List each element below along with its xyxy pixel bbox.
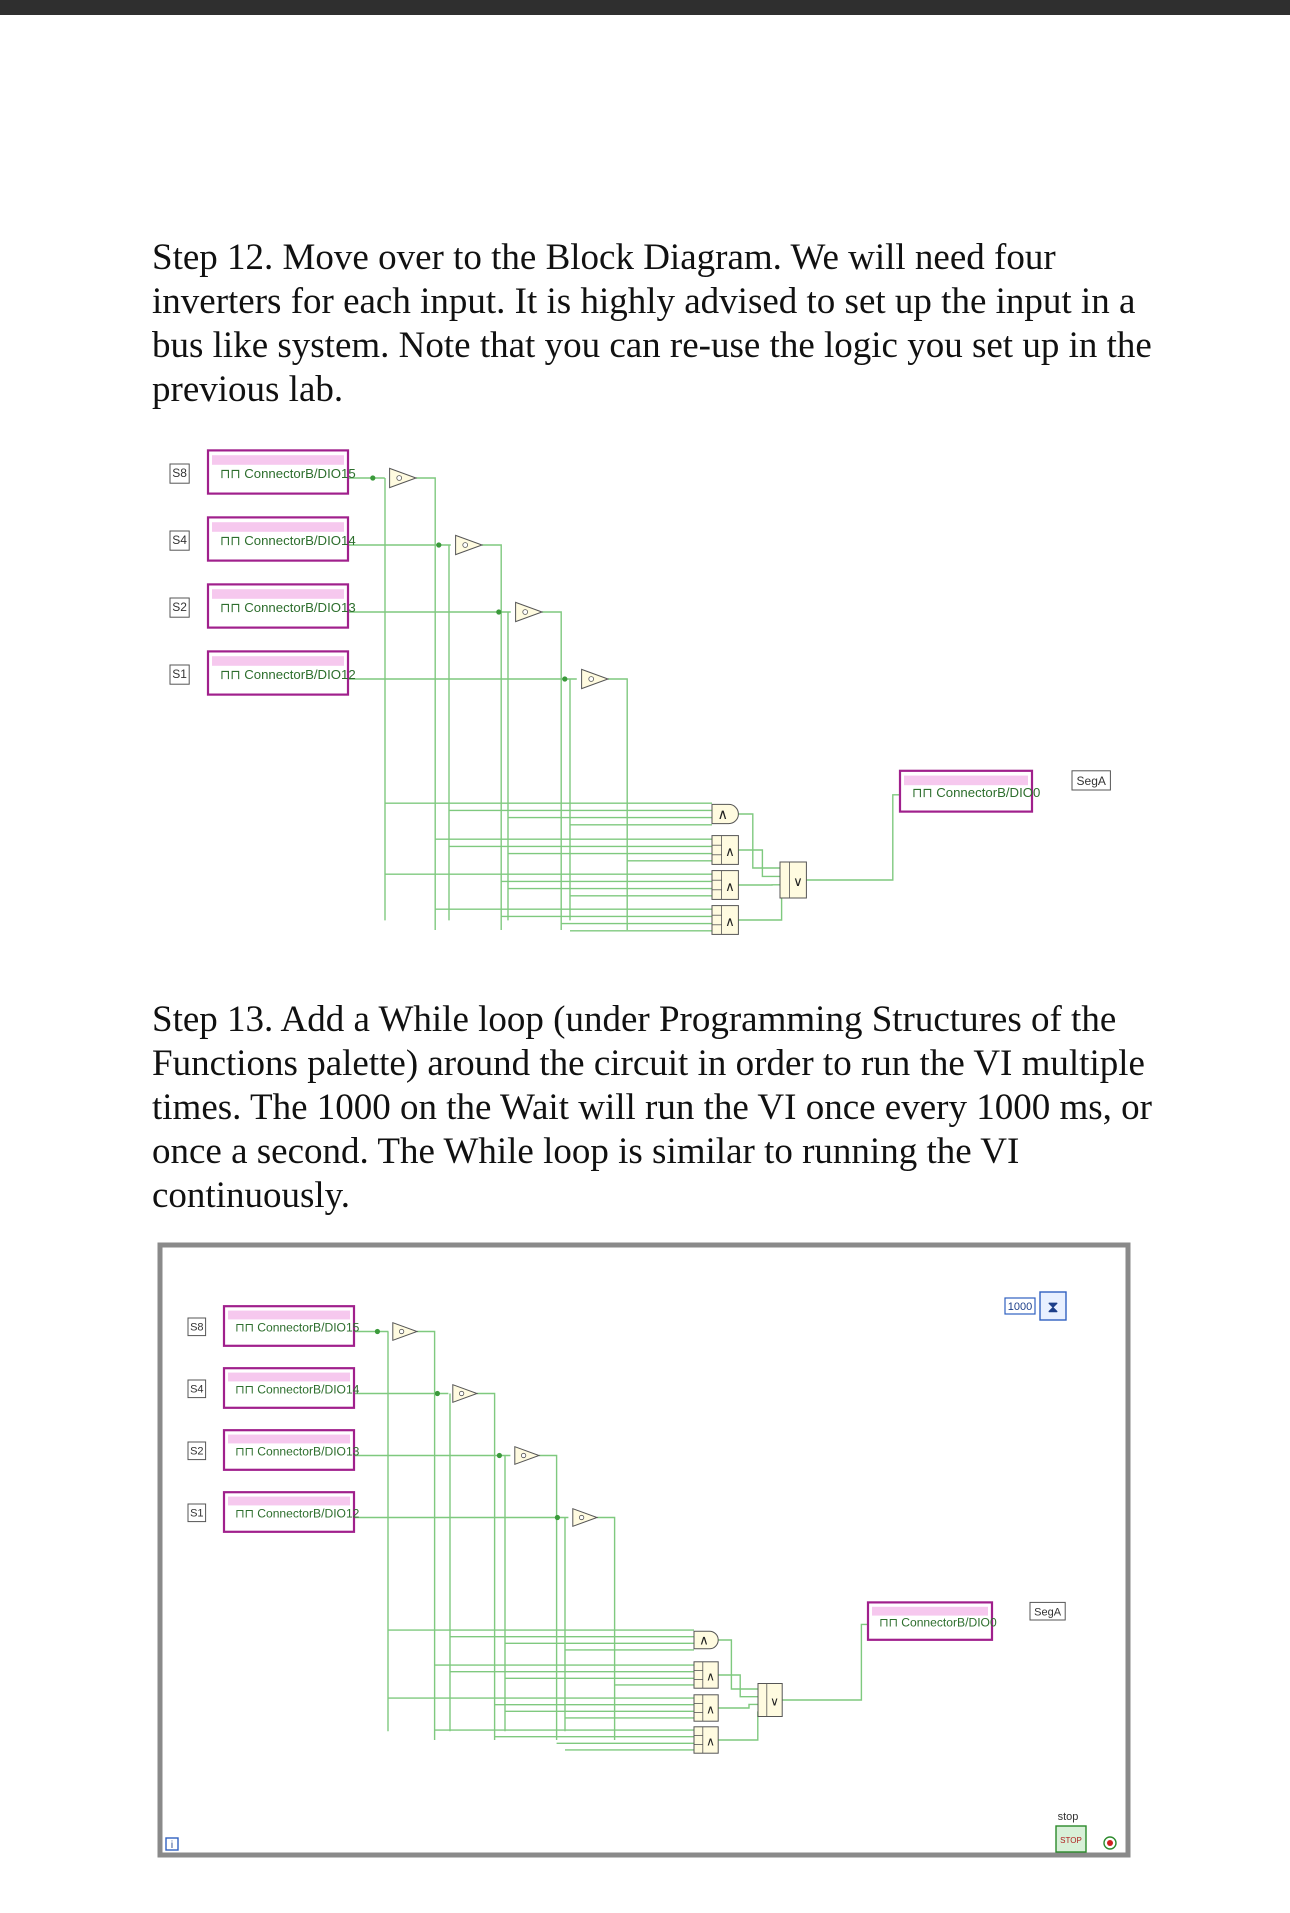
- inverted-wire: [608, 679, 627, 930]
- inverted-wire: [416, 478, 435, 930]
- and-gate-symbol: ∧: [706, 1702, 715, 1717]
- inverted-wire: [482, 545, 501, 930]
- output-channel-label: ⊓⊓ ConnectorB/DIO0: [912, 785, 1041, 801]
- step-13-paragraph: Step 13. Add a While loop (under Programming Structures of the Functions palette) around the circuit in order to run the VI multiple times. The 1000 on the Wait will run the VI once every 1000 ms, or once a second. The While loop is similar to running the VI continuously.: [152, 999, 1152, 1216]
- wire-junction: [496, 609, 501, 614]
- inverter-bubble: [589, 677, 594, 682]
- or-input-wire: [738, 893, 781, 920]
- and-gate-symbol: ∧: [706, 1669, 715, 1684]
- output-channel-label: ⊓⊓ ConnectorB/DIO0: [879, 1615, 997, 1630]
- inverter-gate: [390, 468, 416, 487]
- or-input-wire: [738, 850, 780, 876]
- iteration-label: i: [170, 1840, 174, 1851]
- wait-value: 1000: [1007, 1301, 1033, 1313]
- sega-label: SegA: [1076, 774, 1106, 789]
- and-gate-symbol: ∧: [706, 1734, 715, 1749]
- inverter-bubble: [397, 476, 402, 481]
- wire-junction: [370, 475, 375, 480]
- switch-label: S1: [190, 1507, 204, 1520]
- daq-task-header: [228, 1311, 350, 1320]
- daq-task-header: [212, 589, 344, 599]
- inverter-bubble: [459, 1391, 463, 1395]
- and-gate-symbol: ∧: [725, 914, 735, 929]
- stop-condition-dot: [1107, 1840, 1113, 1846]
- inverter-bubble: [579, 1515, 583, 1519]
- stop-label: stop: [1057, 1811, 1079, 1823]
- daq-task-header: [228, 1497, 350, 1506]
- and-gate-symbol: ∧: [699, 1632, 709, 1648]
- stop-button-text: STOP: [1060, 1836, 1082, 1845]
- while-loop-canvas: [0, 1230, 1290, 1870]
- or-gate-symbol: ∨: [770, 1694, 779, 1709]
- or-gate-symbol: ∨: [793, 874, 803, 889]
- wire-junction: [497, 1453, 502, 1458]
- daq-channel-label: ⊓⊓ ConnectorB/DIO13: [220, 600, 356, 615]
- daq-channel-label: ⊓⊓ ConnectorB/DIO14: [220, 533, 356, 548]
- daq-task-header: [228, 1373, 350, 1382]
- block-diagram-figure: [0, 440, 1290, 960]
- inverter-gate: [456, 535, 482, 554]
- switch-label: S2: [172, 599, 187, 614]
- inverter-bubble: [523, 610, 528, 615]
- daq-task-header: [212, 522, 344, 532]
- inverter-bubble: [399, 1329, 403, 1333]
- block-diagram-canvas: [0, 440, 1290, 960]
- switch-label: S8: [190, 1321, 204, 1334]
- daq-task-header: [904, 776, 1028, 786]
- daq-task-header: [228, 1435, 350, 1444]
- daq-channel-label: ⊓⊓ ConnectorB/DIO13: [235, 1444, 360, 1459]
- switch-label: S2: [190, 1445, 204, 1458]
- and-gate-symbol: ∧: [725, 879, 735, 894]
- window-top-bar: [0, 0, 1290, 15]
- sega-label: SegA: [1034, 1606, 1062, 1619]
- inverter-gate: [582, 669, 608, 688]
- daq-channel-label: ⊓⊓ ConnectorB/DIO12: [235, 1506, 360, 1521]
- wire-junction: [435, 1391, 440, 1396]
- or-input-wire: [738, 814, 780, 868]
- inverter-bubble: [521, 1453, 525, 1457]
- wire-junction: [436, 542, 441, 547]
- switch-label: S4: [190, 1383, 204, 1396]
- daq-channel-label: ⊓⊓ ConnectorB/DIO15: [235, 1320, 360, 1335]
- daq-task-header: [212, 455, 344, 465]
- and-gate-symbol: ∧: [725, 844, 735, 859]
- wire-junction: [555, 1515, 560, 1520]
- switch-label: S4: [172, 532, 187, 547]
- switch-label: S8: [172, 465, 187, 480]
- wire-junction: [375, 1329, 380, 1334]
- step-12-paragraph: Step 12. Move over to the Block Diagram. We will need four inverters for each input. It is highly advised to set up the input in a bus like system. Note that you can re-use the logic you set up in the previous lab.: [152, 237, 1152, 410]
- and-gate-symbol: ∧: [717, 806, 729, 823]
- daq-channel-label: ⊓⊓ ConnectorB/DIO14: [235, 1382, 360, 1397]
- wire-layer: [348, 475, 900, 930]
- node-layer: [170, 450, 1110, 934]
- inverted-wire: [542, 612, 561, 930]
- daq-task-header: [212, 656, 344, 666]
- daq-task-header: [872, 1607, 988, 1616]
- inverter-bubble: [463, 543, 468, 548]
- wire-junction: [562, 676, 567, 681]
- daq-channel-label: ⊓⊓ ConnectorB/DIO12: [220, 667, 356, 682]
- hourglass-icon: ⧗: [1047, 1299, 1059, 1316]
- switch-label: S1: [172, 666, 187, 681]
- daq-channel-label: ⊓⊓ ConnectorB/DIO15: [220, 466, 356, 481]
- while-loop-diagram-figure: [0, 1230, 1290, 1870]
- output-wire: [806, 795, 900, 880]
- inverter-gate: [516, 602, 542, 621]
